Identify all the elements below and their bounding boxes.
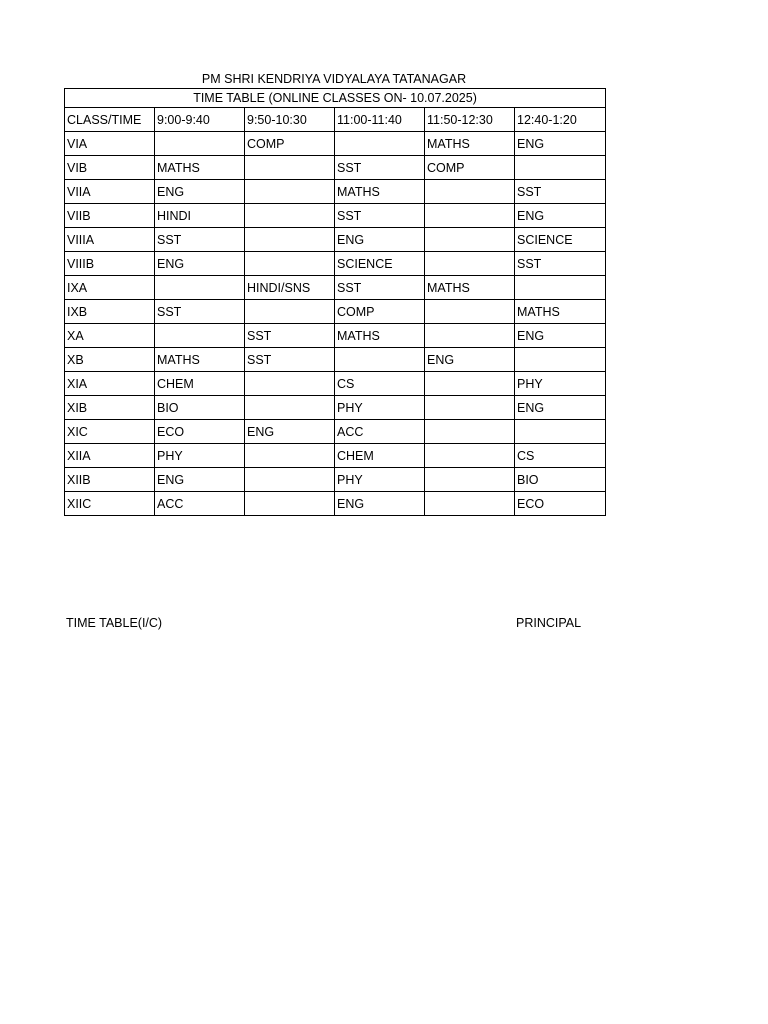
subject-cell <box>425 492 515 516</box>
subject-cell <box>425 228 515 252</box>
subject-cell <box>245 300 335 324</box>
subject-cell <box>515 156 606 180</box>
timetable-incharge-signatory: TIME TABLE(I/C) <box>66 616 163 630</box>
class-name-cell: IXB <box>65 300 155 324</box>
table-row <box>65 492 606 516</box>
subject-cell: SST <box>515 180 606 204</box>
subject-cell <box>245 492 335 516</box>
table-row <box>65 180 606 204</box>
table-row <box>65 396 606 420</box>
subject-cell: ENG <box>335 228 425 252</box>
subject-cell: ECO <box>155 420 245 444</box>
class-name-cell: XIIB <box>65 468 155 492</box>
subject-cell: MATHS <box>335 324 425 348</box>
class-name-cell: XIC <box>65 420 155 444</box>
subject-cell <box>245 228 335 252</box>
subject-cell: ACC <box>335 420 425 444</box>
table-caption: TIME TABLE (ONLINE CLASSES ON- 10.07.2025) <box>65 89 606 108</box>
subject-cell: SST <box>155 300 245 324</box>
subject-cell: SST <box>245 348 335 372</box>
subject-cell: CS <box>515 444 606 468</box>
table-row <box>65 468 606 492</box>
subject-cell: COMP <box>245 132 335 156</box>
timetable <box>64 88 606 516</box>
subject-cell <box>425 396 515 420</box>
class-name-cell: VIB <box>65 156 155 180</box>
table-row <box>65 132 606 156</box>
class-name-cell: XB <box>65 348 155 372</box>
subject-cell: CHEM <box>335 444 425 468</box>
subject-cell <box>515 276 606 300</box>
column-header: 11:00-11:40 <box>335 108 425 132</box>
subject-cell: CS <box>335 372 425 396</box>
subject-cell: MATHS <box>425 132 515 156</box>
subject-cell <box>425 444 515 468</box>
subject-cell <box>155 324 245 348</box>
subject-cell <box>245 180 335 204</box>
subject-cell: ENG <box>335 492 425 516</box>
subject-cell: BIO <box>515 468 606 492</box>
subject-cell: SST <box>515 252 606 276</box>
subject-cell: BIO <box>155 396 245 420</box>
subject-cell <box>245 444 335 468</box>
subject-cell: ENG <box>155 468 245 492</box>
table-row <box>65 228 606 252</box>
subject-cell: SCIENCE <box>515 228 606 252</box>
class-name-cell: XIIC <box>65 492 155 516</box>
table-row <box>65 276 606 300</box>
subject-cell: ENG <box>515 132 606 156</box>
class-name-cell: VIIB <box>65 204 155 228</box>
subject-cell <box>335 132 425 156</box>
subject-cell: SST <box>245 324 335 348</box>
subject-cell: ACC <box>155 492 245 516</box>
subject-cell <box>425 372 515 396</box>
subject-cell: ENG <box>515 324 606 348</box>
table-row <box>65 252 606 276</box>
subject-cell <box>515 420 606 444</box>
subject-cell <box>245 468 335 492</box>
class-name-cell: XA <box>65 324 155 348</box>
table-header-row <box>65 108 606 132</box>
class-name-cell: VIIIA <box>65 228 155 252</box>
subject-cell: ENG <box>425 348 515 372</box>
subject-cell <box>425 180 515 204</box>
subject-cell: MATHS <box>155 156 245 180</box>
table-row <box>65 444 606 468</box>
subject-cell <box>155 276 245 300</box>
class-name-cell: XIB <box>65 396 155 420</box>
subject-cell <box>245 396 335 420</box>
column-header: 12:40-1:20 <box>515 108 606 132</box>
subject-cell: MATHS <box>425 276 515 300</box>
subject-cell: SST <box>335 156 425 180</box>
class-name-cell: VIIA <box>65 180 155 204</box>
subject-cell <box>335 348 425 372</box>
class-name-cell: VIIIB <box>65 252 155 276</box>
subject-cell <box>245 204 335 228</box>
subject-cell: SCIENCE <box>335 252 425 276</box>
subject-cell: HINDI <box>155 204 245 228</box>
subject-cell <box>425 204 515 228</box>
subject-cell: MATHS <box>335 180 425 204</box>
subject-cell: SST <box>335 204 425 228</box>
subject-cell: CHEM <box>155 372 245 396</box>
table-row <box>65 324 606 348</box>
subject-cell <box>245 372 335 396</box>
subject-cell: MATHS <box>155 348 245 372</box>
subject-cell <box>425 300 515 324</box>
column-header: 9:50-10:30 <box>245 108 335 132</box>
subject-cell: HINDI/SNS <box>245 276 335 300</box>
subject-cell <box>425 468 515 492</box>
subject-cell: ENG <box>245 420 335 444</box>
principal-signatory: PRINCIPAL <box>516 616 582 630</box>
subject-cell: ENG <box>155 180 245 204</box>
subject-cell: SST <box>155 228 245 252</box>
table-row <box>65 348 606 372</box>
subject-cell: SST <box>335 276 425 300</box>
subject-cell <box>425 324 515 348</box>
subject-cell: COMP <box>425 156 515 180</box>
subject-cell <box>155 132 245 156</box>
subject-cell: ECO <box>515 492 606 516</box>
column-header: 9:00-9:40 <box>155 108 245 132</box>
table-caption-row <box>65 89 606 108</box>
subject-cell: MATHS <box>515 300 606 324</box>
subject-cell <box>245 252 335 276</box>
subject-cell: PHY <box>335 396 425 420</box>
column-header: CLASS/TIME <box>65 108 155 132</box>
subject-cell <box>425 252 515 276</box>
column-header: 11:50-12:30 <box>425 108 515 132</box>
class-name-cell: XIA <box>65 372 155 396</box>
table-row <box>65 372 606 396</box>
table-row <box>65 204 606 228</box>
class-name-cell: XIIA <box>65 444 155 468</box>
subject-cell <box>515 348 606 372</box>
subject-cell: ENG <box>515 396 606 420</box>
class-name-cell: IXA <box>65 276 155 300</box>
subject-cell: ENG <box>515 204 606 228</box>
subject-cell: ENG <box>155 252 245 276</box>
subject-cell <box>425 420 515 444</box>
subject-cell: COMP <box>335 300 425 324</box>
subject-cell <box>245 156 335 180</box>
table-row <box>65 420 606 444</box>
class-name-cell: VIA <box>65 132 155 156</box>
school-name: PM SHRI KENDRIYA VIDYALAYA TATANAGAR <box>201 72 467 86</box>
subject-cell: PHY <box>515 372 606 396</box>
subject-cell: PHY <box>155 444 245 468</box>
subject-cell: PHY <box>335 468 425 492</box>
table-row <box>65 300 606 324</box>
table-row <box>65 156 606 180</box>
